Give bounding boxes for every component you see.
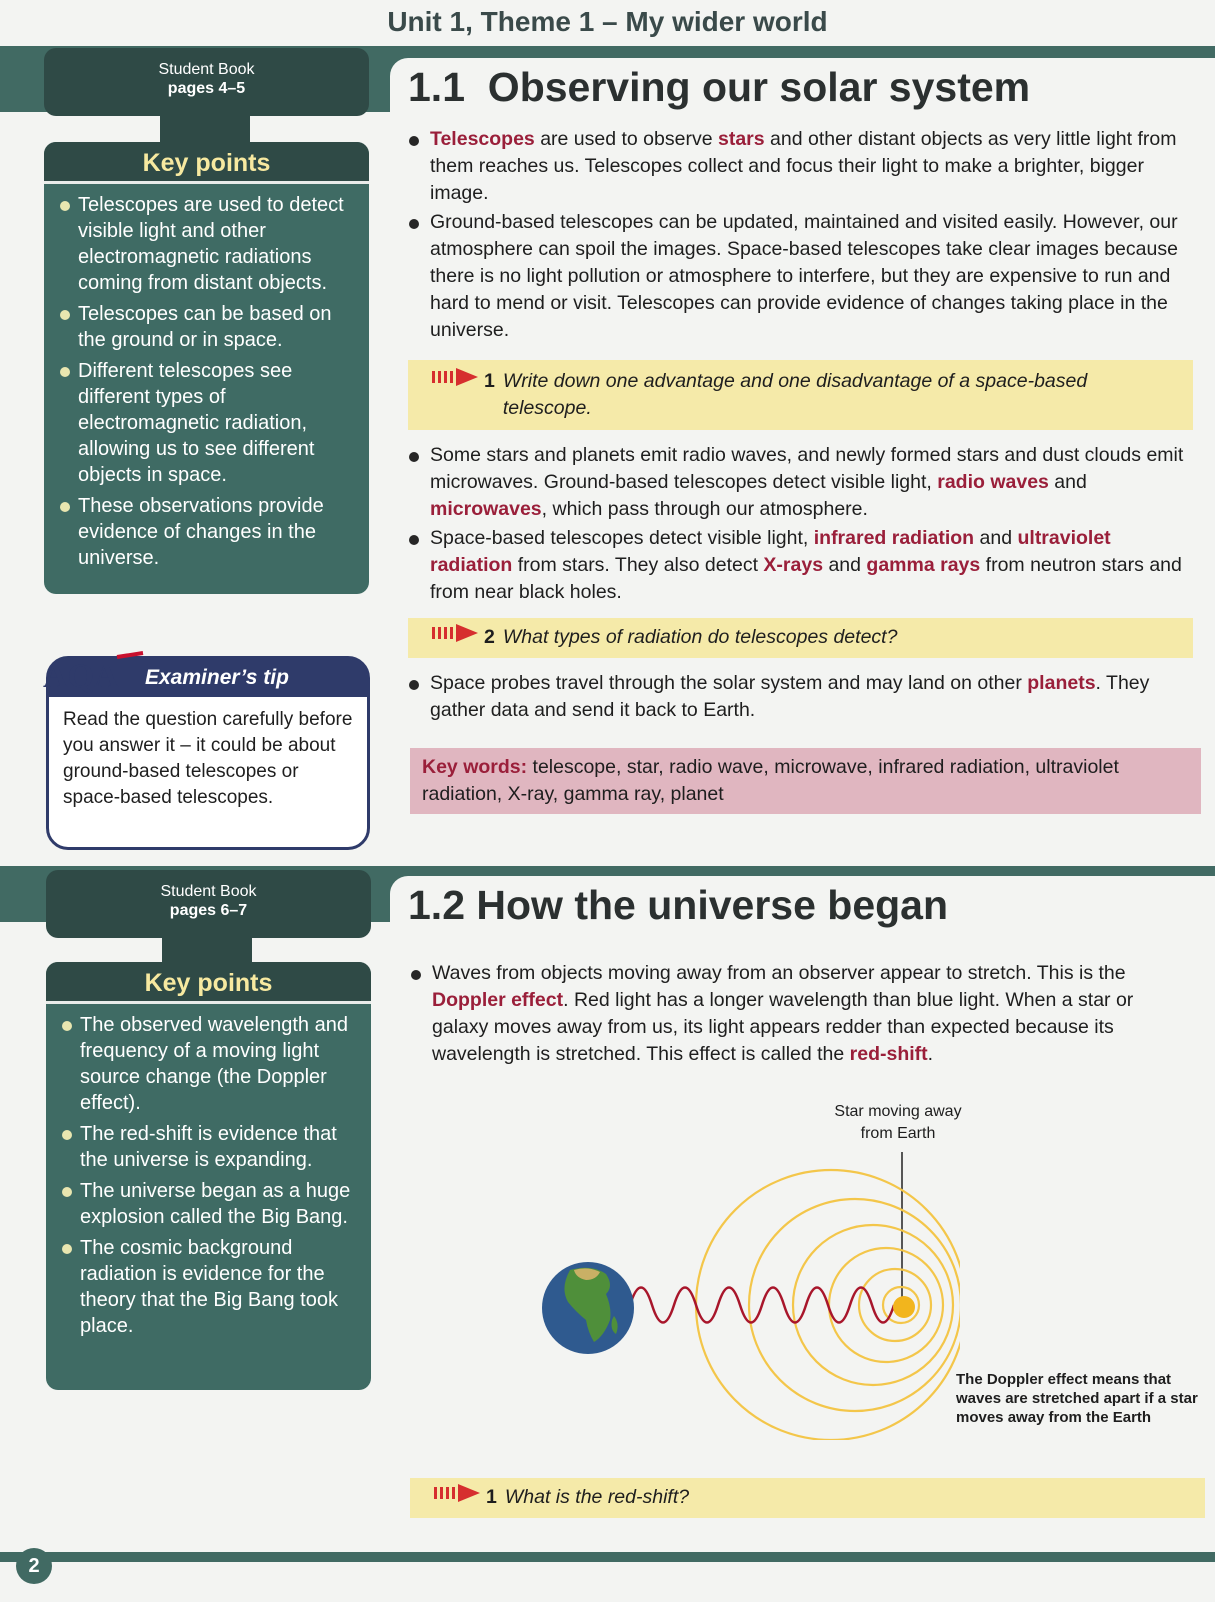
- question-box: [410, 1478, 1205, 1518]
- section-title: 1.2 How the universe began: [408, 882, 949, 928]
- student-book-tab: [46, 870, 371, 938]
- student-book-label: Student Book: [158, 61, 255, 78]
- svg-text:AQA: AQA: [43, 658, 119, 695]
- section2-text: [408, 960, 1193, 1070]
- key-points-box: [46, 962, 371, 1390]
- key-points-title: Key points: [46, 962, 371, 1004]
- paragraph: Space-based telescopes detect visible light, infrared radiation and ultraviolet radiation from stars. They also detect X-rays and gamma rays from neutron stars and from near black holes.: [406, 525, 1191, 606]
- question-number: 1: [484, 370, 495, 392]
- earth-icon: [542, 1262, 634, 1354]
- stretched-wave: [630, 1288, 894, 1323]
- key-point: The universe began as a huge explosion called the Big Bang.: [60, 1178, 359, 1230]
- wavefront-ring: [749, 1199, 960, 1411]
- examiners-tip-title: Examiner’s tip: [49, 659, 367, 697]
- question-box: [408, 618, 1193, 658]
- key-point: The red-shift is evidence that the universe is expanding.: [60, 1121, 359, 1173]
- question-box: [408, 360, 1193, 430]
- student-book-label: Student Book: [160, 883, 257, 900]
- key-point: Telescopes are used to detect visible light and other electromagnetic radiations coming from distant objects.: [58, 192, 357, 296]
- key-words-box: [410, 748, 1201, 814]
- key-point: The cosmic background radiation is evidence for the theory that the Big Bang took place.: [60, 1235, 359, 1339]
- question-text: What is the red-shift?: [504, 1486, 690, 1508]
- student-book-pages: pages 4–5: [167, 80, 246, 97]
- paragraph: Telescopes are used to observe stars and other distant objects as very little light from them reaches us. Telescopes collect and focus their light to make a brighter, bigger image.: [406, 126, 1191, 207]
- wavefront-ring: [829, 1248, 943, 1362]
- unit-title: Unit 1, Theme 1 – My wider world: [387, 6, 828, 37]
- section1-text-b: [406, 442, 1191, 608]
- key-point: The observed wavelength and frequency of a moving light source change (the Doppler effect).: [60, 1012, 359, 1116]
- paragraph: Space probes travel through the solar system and may land on other planets. They gather data and send it back to Earth.: [406, 670, 1191, 724]
- aqa-logo-icon: [39, 651, 149, 697]
- section-heading: [390, 876, 1215, 938]
- key-points-list: [44, 184, 369, 571]
- key-points-box: [44, 142, 369, 594]
- student-book-pages: pages 6–7: [169, 902, 248, 919]
- question-number: 2: [484, 626, 495, 648]
- star-icon: [893, 1296, 915, 1318]
- key-words-list: telescope, star, radio wave, microwave, infrared radiation, ultraviolet radiation, X-ray, gamma ray, planet: [422, 756, 1119, 805]
- paragraph: Waves from objects moving away from an observer appear to stretch. This is the Doppler effect. Red light has a longer wavelength than blue light. When a star or galaxy moves away from us, its light appears redder than expected because its wavelength is stretched. This effect is called the red-shift.: [408, 960, 1193, 1068]
- footer-band: [0, 1552, 1215, 1562]
- question-arrow-icon: [432, 368, 478, 386]
- diagram-caption: The Doppler effect means that waves are stretched apart if a star moves away from the Earth: [956, 1371, 1198, 1426]
- key-points-list: [46, 1004, 371, 1339]
- question-text: What types of radiation do telescopes detect?: [502, 626, 898, 648]
- key-point: Different telescopes see different types of electromagnetic radiation, allowing us to see different objects in space.: [58, 358, 357, 488]
- section-heading: [390, 58, 1215, 120]
- question-number: 1: [486, 1486, 497, 1508]
- diagram-label: Star moving away from Earth: [834, 1103, 962, 1142]
- section1-text-c: [406, 670, 1191, 726]
- section-title: 1.1 Observing our solar system: [408, 64, 1031, 110]
- student-book-tab: [44, 48, 369, 116]
- examiners-tip-text: Read the question carefully before you answer it – it could be about ground-based telescopes or space-based telescopes.: [63, 709, 353, 808]
- paragraph: Some stars and planets emit radio waves, and newly formed stars and dust clouds emit microwaves. Ground-based telescopes detect visible light, radio waves and microwaves, which pass through our atmosphere.: [406, 442, 1191, 523]
- question-arrow-icon: [434, 1484, 480, 1502]
- question-text: Write down one advantage and one disadvantage of a space-based telescope.: [502, 370, 1088, 419]
- tab-connector: [160, 114, 250, 144]
- key-point: These observations provide evidence of changes in the universe.: [58, 493, 357, 571]
- key-words-label: Key words:: [422, 756, 528, 778]
- key-point: Telescopes can be based on the ground or in space.: [58, 301, 357, 353]
- examiners-tip-box: [43, 656, 370, 850]
- doppler-diagram: [540, 1080, 960, 1440]
- section1-text-a: [406, 126, 1191, 346]
- question-arrow-icon: [432, 624, 478, 642]
- paragraph: Ground-based telescopes can be updated, maintained and visited easily. However, our atmosphere can spoil the images. Space-based telescopes take clear images because there is no light pollution or atmosphere to interfere, but they are expensive to run and hard to mend or visit. Telescopes can provide evidence of changes taking place in the universe.: [406, 209, 1191, 344]
- page-number: 2: [16, 1548, 52, 1584]
- key-points-title: Key points: [44, 142, 369, 184]
